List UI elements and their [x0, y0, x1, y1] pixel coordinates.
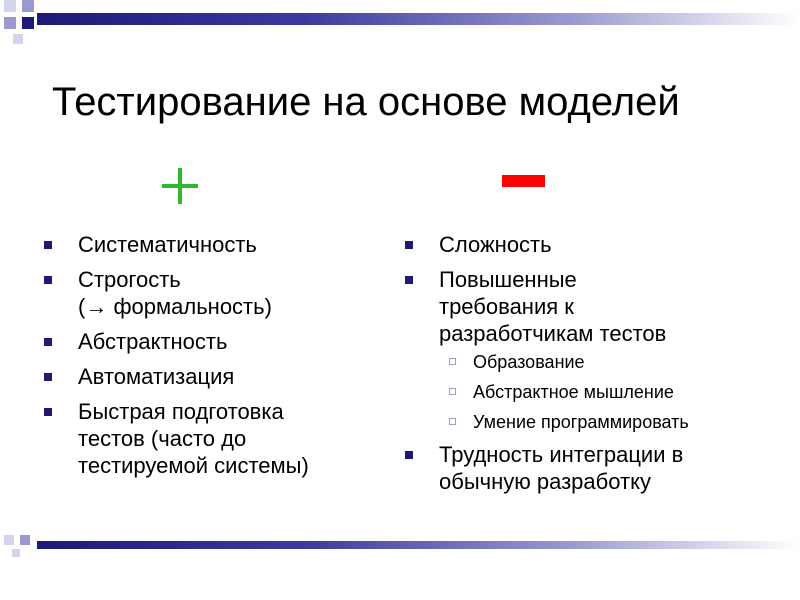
pros-list	[44, 231, 374, 487]
pro-item-text: (→ формальность)	[78, 294, 272, 319]
square-bullet-icon	[44, 276, 52, 284]
square-bullet-icon	[405, 241, 413, 249]
hollow-square-bullet-icon	[449, 358, 456, 365]
con-item-text: разработчикам тестов	[439, 321, 667, 346]
con-item-text: Повышенные	[439, 267, 577, 292]
list-item	[44, 398, 374, 479]
plus-icon	[162, 168, 198, 204]
square-bullet-icon	[405, 276, 413, 284]
sub-list	[439, 351, 745, 433]
con-item-text: Сложность	[439, 232, 552, 257]
decor-square-2	[22, 0, 34, 12]
con-item-text: Трудность интеграции в	[439, 442, 684, 467]
sub-list-item	[439, 411, 745, 433]
pro-item-text: Абстрактность	[78, 329, 228, 354]
square-bullet-icon	[44, 338, 52, 346]
top-decor-bar	[37, 13, 800, 25]
pro-item-text: Быстрая подготовка	[78, 399, 284, 424]
cons-list	[405, 231, 745, 503]
decor-square-8	[12, 549, 20, 557]
list-item	[405, 441, 745, 495]
con-item-text: требования к	[439, 294, 574, 319]
decor-square-7	[20, 535, 30, 545]
sub-list-item	[439, 351, 745, 373]
decor-square-5	[13, 34, 23, 44]
decor-square-4	[22, 17, 34, 29]
pro-item-text: тестируемой системы)	[78, 453, 309, 478]
con-item-text: обычную разработку	[439, 469, 651, 494]
decor-square-6	[4, 535, 14, 545]
list-item	[44, 363, 374, 390]
decor-square-1	[4, 0, 16, 12]
sub-list-item	[439, 381, 745, 403]
bottom-decor-bar	[37, 541, 800, 549]
pro-item-text: тестов (часто до	[78, 426, 247, 451]
sub-item-text: Умение программировать	[473, 412, 689, 432]
list-item	[44, 328, 374, 355]
square-bullet-icon	[44, 241, 52, 249]
list-item	[405, 231, 745, 258]
sub-item-text: Образование	[473, 352, 585, 372]
square-bullet-icon	[44, 408, 52, 416]
list-item	[44, 266, 374, 320]
square-bullet-icon	[44, 373, 52, 381]
pro-item-text: Строгость	[78, 267, 181, 292]
minus-icon	[502, 175, 545, 187]
pro-item-text: Систематичность	[78, 232, 257, 257]
decor-square-3	[4, 17, 16, 29]
pro-item-text: Автоматизация	[78, 364, 235, 389]
list-item	[405, 266, 745, 433]
square-bullet-icon	[405, 451, 413, 459]
hollow-square-bullet-icon	[449, 418, 456, 425]
list-item	[44, 231, 374, 258]
sub-item-text: Абстрактное мышление	[473, 382, 674, 402]
slide-title: Тестирование на основе моделей	[52, 80, 680, 124]
hollow-square-bullet-icon	[449, 388, 456, 395]
